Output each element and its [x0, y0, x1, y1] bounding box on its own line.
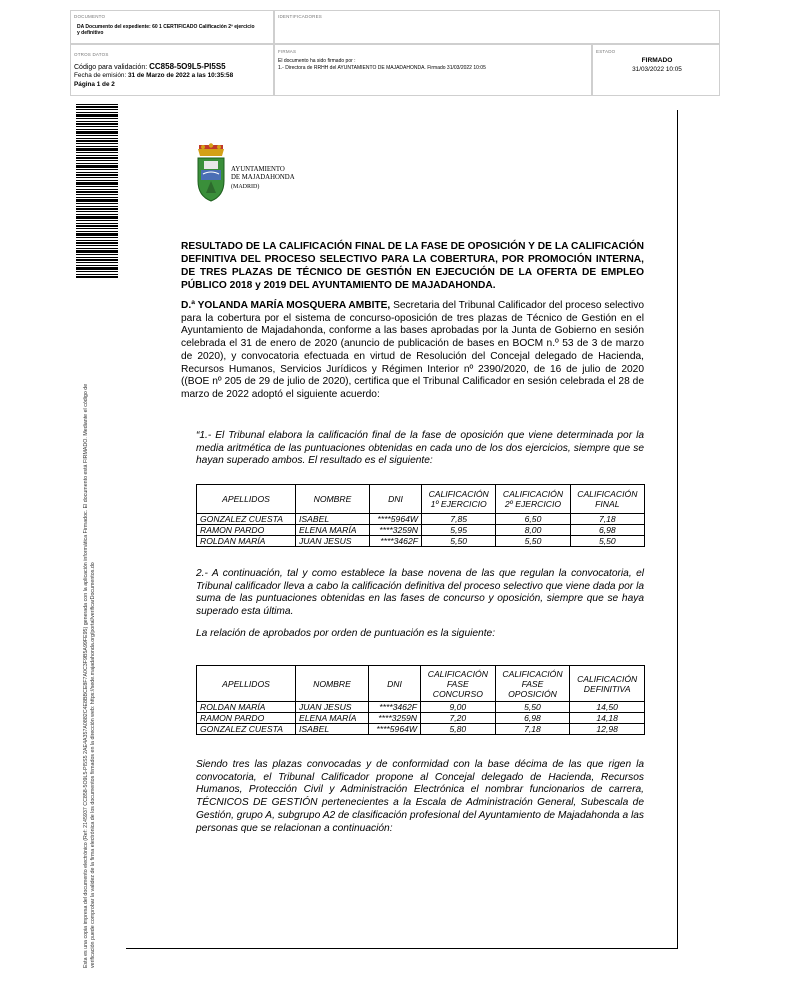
- cell-calif-final: 7,18: [570, 514, 644, 525]
- col-fase-oposicion: CALIFICACIÓN FASE OPOSICIÓN: [495, 666, 570, 702]
- table-calificacion-definitiva: [196, 665, 645, 735]
- col-apellidos: APELLIDOS: [197, 666, 296, 702]
- table-fase-oposicion: [196, 484, 645, 547]
- cell-fase-concurso: 5,80: [421, 724, 496, 735]
- cell-nombre: ELENA MARÍA: [296, 525, 370, 536]
- documento-label: DOCUMENTO: [74, 14, 106, 19]
- codigo-label: Código para validación:: [74, 64, 148, 71]
- cell-calif-definitiva: 12,98: [570, 724, 645, 735]
- identificadores-label: IDENTIFICADORES: [278, 14, 323, 19]
- cell-apellidos: ROLDAN MARÍA: [197, 536, 296, 547]
- cell-nombre: ELENA MARÍA: [296, 713, 369, 724]
- cell-fase-concurso: 9,00: [421, 702, 496, 713]
- table-row: [197, 713, 645, 724]
- cell-nombre: ISABEL: [296, 724, 369, 735]
- coat-of-arms-icon: [194, 143, 228, 203]
- cell-calif-2: 6,50: [496, 514, 570, 525]
- table-row: [197, 536, 645, 547]
- cell-dni: ****5964W: [370, 514, 422, 525]
- intro-text: Secretaria del Tribunal Calificador del proceso selectivo para la cobertura por el sistema de concurso-oposición de tres plazas de Técnico de Gestión en el Ayuntamiento de Majadahonda, conforme a las bases aprobadas por la Junta de Gobierno en sesión celebrada el 31 de enero de 2020 (anuncio de publicación de bases en BOCM n.º 53 de 3 de marzo de 2020), y convocatoria efectuada en virtud de Resolución del Concejal delegado de Hacienda, Recursos Humanos, Servicios Jurídicos y Régimen Interior nº 2390/2020, de 16 de julio de 2020 ((BOE nº 205 de 29 de julio de 2020), certifica que el Tribunal Calificador en sesión celebrada el 28 de marzo de 2022 adoptó el siguiente acuerdo:: [181, 300, 644, 400]
- col-nombre: NOMBRE: [296, 666, 369, 702]
- fecha-label: Fecha de emisión:: [74, 72, 127, 79]
- cell-fase-oposicion: 5,50: [495, 702, 570, 713]
- point-3-text: Siendo tres las plazas convocadas y de conformidad con la base décima de las que rigen la convocatoria, el Tribunal Calificador propone al Concejal delegado de Hacienda, Recursos Humanos, Protección Civil y Administración Electrónica el nombrar funcionarios de carrera, TÉCNICOS DE GESTIÓN pertenecientes a la Escala de Administración General, Subescala de Gestión, grupo A, subgrupo A2 de clasificación profesional del Ayuntamiento de Majadahonda a las personas que se relacionan a continuación:: [196, 759, 644, 834]
- logo-line3: (MADRID): [231, 183, 260, 190]
- estado-label: ESTADO: [596, 49, 616, 54]
- table-row: [197, 525, 645, 536]
- cell-dni: ****5964W: [369, 724, 421, 735]
- cell-calif-definitiva: 14,50: [570, 702, 645, 713]
- pagina-label: Página 1 de 2: [74, 81, 115, 88]
- cell-apellidos: GONZALEZ CUESTA: [197, 514, 296, 525]
- cell-fase-oposicion: 6,98: [495, 713, 570, 724]
- cell-apellidos: GONZALEZ CUESTA: [197, 724, 296, 735]
- cell-dni: ****3462F: [370, 536, 422, 547]
- estado-date: 31/03/2022 10:05: [632, 66, 682, 73]
- cell-nombre: JUAN JESUS: [296, 536, 370, 547]
- cell-nombre: ISABEL: [296, 514, 370, 525]
- col-calif-definitiva: CALIFICACIÓN DEFINITIVA: [570, 666, 645, 702]
- cell-calif-1: 5,50: [422, 536, 496, 547]
- firmas-intro: El documento ha sido firmado por :: [278, 58, 356, 64]
- cell-calif-2: 5,50: [496, 536, 570, 547]
- col-nombre: NOMBRE: [296, 485, 370, 514]
- header-identificadores-box: [274, 10, 720, 44]
- table-row: [197, 514, 645, 525]
- logo-text: [231, 166, 295, 191]
- codigo-value[interactable]: CC858-5O9L5-PI5S5: [149, 62, 226, 71]
- cell-dni: ****3259N: [370, 525, 422, 536]
- point-2-relation-text: La relación de aprobados por orden de puntuación es la siguiente:: [196, 628, 496, 639]
- side-verification-text: [83, 384, 97, 968]
- header-documento-box: [70, 10, 274, 44]
- point-1-text: “1.- El Tribunal elabora la calificación final de la fase de oposición que viene determinada por la media aritmética de las puntuaciones obtenidas en cada uno de los dos ejercicios, siempre que se hayan superado ambos. El resultado es el siguiente:: [196, 430, 644, 467]
- header-otros-datos-box: [70, 44, 274, 96]
- cell-fase-oposicion: 7,18: [495, 724, 570, 735]
- header-firmas-box: [274, 44, 592, 96]
- fecha-value: 31 de Marzo de 2022 a las 10:35:58: [128, 72, 234, 79]
- table-row: [197, 702, 645, 713]
- cell-fase-concurso: 7,20: [421, 713, 496, 724]
- col-dni: DNI: [369, 666, 421, 702]
- intro-paragraph: [181, 300, 644, 402]
- table-header-row: [197, 485, 645, 514]
- col-calif-2: CALIFICACIÓN 2º EJERCICIO: [496, 485, 570, 514]
- cell-calif-definitiva: 14,18: [570, 713, 645, 724]
- cell-apellidos: ROLDAN MARÍA: [197, 702, 296, 713]
- logo-line1: AYUNTAMIENTO: [231, 166, 285, 173]
- cell-dni: ****3259N: [369, 713, 421, 724]
- cell-dni: ****3462F: [369, 702, 421, 713]
- point-2-text: 2.- A continuación, tal y como establece la base novena de las que regulan la convocatoria, el Tribunal calificador lleva a cabo la calificación definitiva del proceso selectivo que viene dada por la suma de las puntuaciones obtenidas en las fases de concurso y oposición, siempre que se haya superado esta última.: [196, 568, 644, 618]
- header-estado-box: [592, 44, 720, 96]
- firmas-label: FIRMAS: [278, 49, 297, 54]
- cell-calif-final: 6,98: [570, 525, 644, 536]
- document-title: RESULTADO DE LA CALIFICACIÓN FINAL DE LA FASE DE OPOSICIÓN Y DE LA CALIFICACIÓN DEFINITIVA DEL PROCESO SELECTIVO PARA LA COBERTURA, POR PROMOCIÓN INTERNA, DE TRES PLAZAS DE TÉCNICO DE GESTIÓN EN EJECUCIÓN DE LA OFERTA DE EMPLEO PÚBLICO 2018 y 2019 DEL AYUNTAMIENTO DE MAJADAHONDA.: [181, 241, 644, 291]
- cell-apellidos: RAMON PARDO: [197, 525, 296, 536]
- side-text-line1: Esta es una copia impresa del documento electrónico (Ref: 2145937 CC858-5O9L5-PI5S5 2AE4A357A0882C4E8BBCE8F7A0C3F9B5A99FE95) generada con la aplicación informática Firmadoc. El documento está FIRMADO. Mediante el código de: [83, 383, 89, 968]
- col-dni: DNI: [370, 485, 422, 514]
- table-row: [197, 724, 645, 735]
- cell-nombre: JUAN JESUS: [296, 702, 369, 713]
- cell-apellidos: RAMON PARDO: [197, 713, 296, 724]
- col-calif-1: CALIFICACIÓN 1º EJERCICIO: [422, 485, 496, 514]
- side-text-line2: verificación puede comprobar la validez de la firma electrónica de los documentos firmados en la dirección web: https://sede.majadahonda.org/portal/verificarDocumentos.do: [90, 562, 96, 968]
- estado-value: FIRMADO: [641, 57, 673, 64]
- logo-line2: DE MAJADAHONDA: [231, 174, 295, 182]
- cell-calif-1: 7,85: [422, 514, 496, 525]
- otros-datos-label: OTROS DATOS: [74, 52, 109, 57]
- table-header-row: [197, 666, 645, 702]
- firmas-line: 1.- Directora de RRHH del AYUNTAMIENTO DE MAJADAHONDA. Firmado 31/03/2022 10:05: [278, 65, 486, 71]
- documento-value: DA Documento del expediente: 60 1 CERTIFICADO Calificación 2º ejercicio y definitivo: [77, 24, 255, 36]
- secretary-name: D.ª YOLANDA MARÍA MOSQUERA AMBITE,: [181, 300, 391, 311]
- col-calif-final: CALIFICACIÓN FINAL: [570, 485, 644, 514]
- cell-calif-final: 5,50: [570, 536, 644, 547]
- col-apellidos: APELLIDOS: [197, 485, 296, 514]
- cell-calif-1: 5,95: [422, 525, 496, 536]
- fecha-line: [74, 72, 233, 81]
- cell-calif-2: 8,00: [496, 525, 570, 536]
- barcode: [76, 104, 118, 279]
- col-fase-concurso: CALIFICACIÓN FASE CONCURSO: [421, 666, 496, 702]
